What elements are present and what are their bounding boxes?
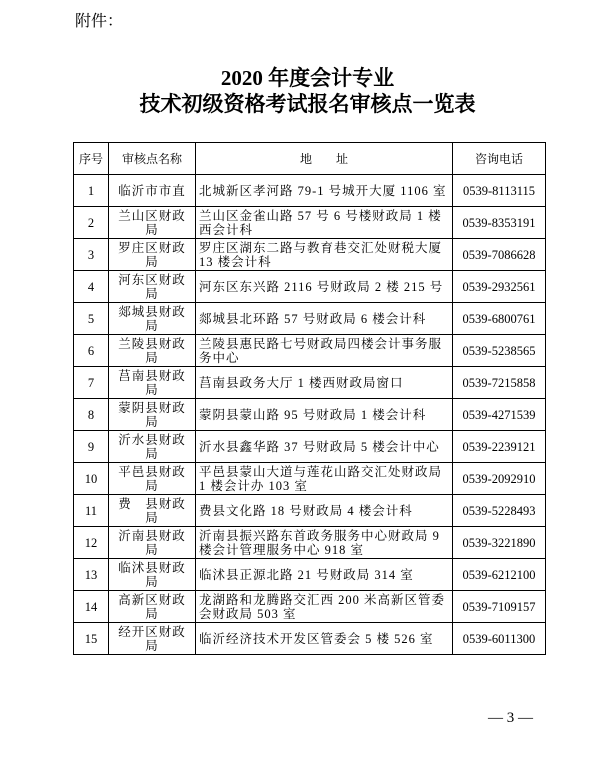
row-number: 2 xyxy=(74,207,109,239)
site-address: 临沭县正源北路 21 号财政局 314 室 xyxy=(196,559,453,591)
site-phone: 0539-6800761 xyxy=(453,303,546,335)
site-phone: 0539-4271539 xyxy=(453,399,546,431)
table-row xyxy=(74,207,546,239)
table-row xyxy=(74,623,546,655)
site-address: 兰陵县惠民路七号财政局四楼会计事务服务中心 xyxy=(196,335,453,367)
site-address: 蒙阴县蒙山路 95 号财政局 1 楼会计科 xyxy=(196,399,453,431)
table-row xyxy=(74,303,546,335)
site-name: 莒南县财政局 xyxy=(109,367,196,399)
header-no: 序号 xyxy=(74,143,109,175)
site-address: 兰山区金雀山路 57 号 6 号楼财政局 1 楼西会计科 xyxy=(196,207,453,239)
row-number: 6 xyxy=(74,335,109,367)
row-number: 5 xyxy=(74,303,109,335)
site-name: 经开区财政局 xyxy=(109,623,196,655)
review-sites-table xyxy=(73,142,546,655)
site-phone: 0539-8353191 xyxy=(453,207,546,239)
site-address: 龙湖路和龙腾路交汇西 200 米高新区管委会财政局 503 室 xyxy=(196,591,453,623)
site-name: 沂南县财政局 xyxy=(109,527,196,559)
site-address: 北城新区孝河路 79-1 号城开大厦 1106 室 xyxy=(196,175,453,207)
table-row xyxy=(74,559,546,591)
row-number: 14 xyxy=(74,591,109,623)
row-number: 12 xyxy=(74,527,109,559)
site-phone: 0539-6011300 xyxy=(453,623,546,655)
site-address: 费县文化路 18 号财政局 4 楼会计科 xyxy=(196,495,453,527)
document-title-line2: 技术初级资格考试报名审核点一览表 xyxy=(139,92,476,116)
table-row xyxy=(74,239,546,271)
row-number: 4 xyxy=(74,271,109,303)
site-name: 临沭县财政局 xyxy=(109,559,196,591)
site-phone: 0539-3221890 xyxy=(453,527,546,559)
attachment-label: 附件： xyxy=(75,13,124,30)
site-address: 平邑县蒙山大道与莲花山路交汇处财政局 1 楼会计办 103 室 xyxy=(196,463,453,495)
site-phone: 0539-2239121 xyxy=(453,431,546,463)
site-name: 河东区财政局 xyxy=(109,271,196,303)
site-address: 临沂经济技术开发区管委会 5 楼 526 室 xyxy=(196,623,453,655)
row-number: 15 xyxy=(74,623,109,655)
site-phone: 0539-2932561 xyxy=(453,271,546,303)
site-name: 临沂市市直 xyxy=(109,175,196,207)
site-name: 蒙阴县财政局 xyxy=(109,399,196,431)
site-address: 沂水县鑫华路 37 号财政局 5 楼会计中心 xyxy=(196,431,453,463)
header-phone: 咨询电话 xyxy=(453,143,546,175)
table-row xyxy=(74,335,546,367)
site-address: 郯城县北环路 57 号财政局 6 楼会计科 xyxy=(196,303,453,335)
site-phone: 0539-8113115 xyxy=(453,175,546,207)
table-row xyxy=(74,591,546,623)
table-row xyxy=(74,175,546,207)
row-number: 1 xyxy=(74,175,109,207)
site-address: 莒南县政务大厅 1 楼西财政局窗口 xyxy=(196,367,453,399)
table-row xyxy=(74,271,546,303)
site-address: 河东区东兴路 2116 号财政局 2 楼 215 号 xyxy=(196,271,453,303)
header-address: 地 址 xyxy=(196,143,453,175)
page-number: — 3 — xyxy=(488,710,533,726)
site-name: 费 县财政局 xyxy=(109,495,196,527)
table-row xyxy=(74,367,546,399)
site-phone: 0539-7215858 xyxy=(453,367,546,399)
row-number: 7 xyxy=(74,367,109,399)
site-name: 高新区财政局 xyxy=(109,591,196,623)
site-phone: 0539-7086628 xyxy=(453,239,546,271)
site-name: 沂水县财政局 xyxy=(109,431,196,463)
table-row xyxy=(74,431,546,463)
table-header-row xyxy=(74,143,546,175)
site-phone: 0539-5238565 xyxy=(453,335,546,367)
site-phone: 0539-2092910 xyxy=(453,463,546,495)
row-number: 13 xyxy=(74,559,109,591)
site-name: 平邑县财政局 xyxy=(109,463,196,495)
row-number: 8 xyxy=(74,399,109,431)
site-phone: 0539-6212100 xyxy=(453,559,546,591)
table-row xyxy=(74,527,546,559)
row-number: 3 xyxy=(74,239,109,271)
table-row xyxy=(74,399,546,431)
site-address: 沂南县振兴路东首政务服务中心财政局 9 楼会计管理服务中心 918 室 xyxy=(196,527,453,559)
site-name: 罗庄区财政局 xyxy=(109,239,196,271)
site-name: 郯城县财政局 xyxy=(109,303,196,335)
site-address: 罗庄区湖东二路与教育巷交汇处财税大厦 13 楼会计科 xyxy=(196,239,453,271)
table-row xyxy=(74,495,546,527)
row-number: 10 xyxy=(74,463,109,495)
site-phone: 0539-7109157 xyxy=(453,591,546,623)
row-number: 9 xyxy=(74,431,109,463)
header-name: 审核点名称 xyxy=(109,143,196,175)
site-phone: 0539-5228493 xyxy=(453,495,546,527)
row-number: 11 xyxy=(74,495,109,527)
site-name: 兰山区财政局 xyxy=(109,207,196,239)
table-row xyxy=(74,463,546,495)
site-name: 兰陵县财政局 xyxy=(109,335,196,367)
document-title-line1: 2020 年度会计专业 xyxy=(220,66,395,90)
